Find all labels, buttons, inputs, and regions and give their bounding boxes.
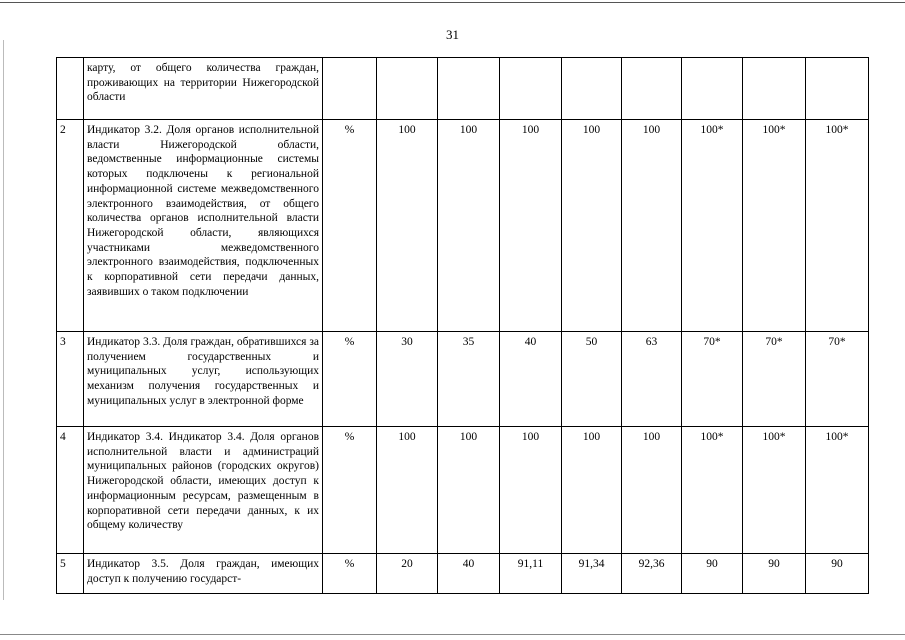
scan-edge-bottom: [0, 634, 905, 635]
row-number: 3: [57, 332, 84, 427]
value-cell: [682, 58, 743, 120]
value-cell: 63: [622, 332, 682, 427]
indicator-description: Индикатор 3.4. Индикатор 3.4. Доля органов исполнительной власти и администраций муниципальных районов (городских округов) Нижегородской области, имеющих доступ к информационным ресурсам, размещенным в корпоративной сети передачи данных, к их общему количеству: [84, 427, 323, 554]
value-cell: 100: [500, 120, 562, 332]
value-cell: 100: [438, 120, 500, 332]
value-cell: 35: [438, 332, 500, 427]
value-cell: 100: [377, 120, 438, 332]
value-cell: 100: [562, 120, 622, 332]
page-number: 31: [446, 27, 459, 42]
value-cell: 100*: [806, 120, 869, 332]
value-cell: [377, 58, 438, 120]
table-row: [57, 427, 869, 554]
scan-edge-top: [0, 2, 905, 3]
value-cell: 92,36: [622, 554, 682, 594]
value-cell: 70*: [806, 332, 869, 427]
unit-cell: %: [323, 120, 377, 332]
value-cell: [743, 58, 806, 120]
table-row: [57, 554, 869, 594]
value-cell: 100: [500, 427, 562, 554]
indicator-description: Индикатор 3.5. Доля граждан, имеющих доступ к получению государст-: [84, 554, 323, 594]
indicator-description: карту, от общего количества граждан, проживающих на территории Нижегородской области: [84, 58, 323, 120]
unit-cell: %: [323, 427, 377, 554]
row-number: 5: [57, 554, 84, 594]
value-cell: 50: [562, 332, 622, 427]
value-cell: 100*: [682, 427, 743, 554]
unit-cell: %: [323, 332, 377, 427]
indicator-table: [56, 57, 869, 594]
value-cell: 90: [806, 554, 869, 594]
value-cell: 100*: [682, 120, 743, 332]
value-cell: 90: [682, 554, 743, 594]
value-cell: 100*: [743, 120, 806, 332]
value-cell: 100*: [743, 427, 806, 554]
value-cell: 91,34: [562, 554, 622, 594]
value-cell: 100: [438, 427, 500, 554]
indicator-description: Индикатор 3.2. Доля органов исполнительной власти Нижегородской области, ведомственные информационные системы которых подключены к региональной информационной системе межведомственного электронного взаимодействия, от общего количества органов исполнительной власти Нижегородской области, являющихся участниками межведомственного электронного взаимодействия, подключенных к корпоративной сети передачи данных, заявивших о таком подключении: [84, 120, 323, 332]
value-cell: [500, 58, 562, 120]
table-row: [57, 58, 869, 120]
row-number: 2: [57, 120, 84, 332]
table-row: [57, 120, 869, 332]
value-cell: [622, 58, 682, 120]
value-cell: [438, 58, 500, 120]
scan-edge-left: [3, 40, 4, 600]
value-cell: 100: [622, 120, 682, 332]
value-cell: 30: [377, 332, 438, 427]
table-row: [57, 332, 869, 427]
value-cell: [562, 58, 622, 120]
value-cell: 40: [500, 332, 562, 427]
unit-cell: %: [323, 554, 377, 594]
unit-cell: [323, 58, 377, 120]
value-cell: 91,11: [500, 554, 562, 594]
value-cell: 70*: [682, 332, 743, 427]
value-cell: 100*: [806, 427, 869, 554]
row-number: 4: [57, 427, 84, 554]
value-cell: 90: [743, 554, 806, 594]
indicator-description: Индикатор 3.3. Доля граждан, обратившихся за получением государственных и муниципальных услуг, использующих механизм получения государственных и муниципальных услуг в электронной форме: [84, 332, 323, 427]
value-cell: 100: [377, 427, 438, 554]
value-cell: 70*: [743, 332, 806, 427]
value-cell: 100: [562, 427, 622, 554]
value-cell: 40: [438, 554, 500, 594]
value-cell: 100: [622, 427, 682, 554]
value-cell: [806, 58, 869, 120]
value-cell: 20: [377, 554, 438, 594]
row-number: [57, 58, 84, 120]
